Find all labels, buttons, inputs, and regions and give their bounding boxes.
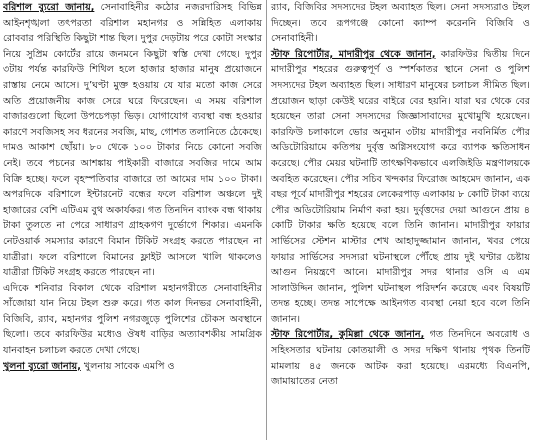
left-column xyxy=(3,0,266,440)
dateline-khulna: খুলনা ব্যুরো জানায়, xyxy=(3,360,81,372)
article-paragraph xyxy=(3,0,262,281)
article-paragraph xyxy=(271,327,530,389)
paragraph-body: খুলনায় সাবেক এমপি ও xyxy=(80,360,175,372)
right-column xyxy=(267,0,530,440)
paragraph-body: এদিকে শনিবার বিকাল থেকে বরিশাল মহানগরীতে সেনাবাহিনীর সাঁজোয়া যান নিয়ে টহল শুরু করে। গত কাল দিনভর সেনাবাহিনী, বিজিবি, র‌্যাব, মহানগর পুলিশ নগরজুড়ে পুলিশের চৌকস অবস্থানে ছিলো। তবে কারফিউর মধ্যেও ঔষধ বাড়ির অত্যাবশকীয় সামগ্রিক যানবাহন চলাচল করতে দেখা গেছে। xyxy=(3,282,262,357)
paragraph-body: সেনাবাহিনীর কঠোর নজরদারিসহ বিভিন্ন আইনশৃঙ্খলা তৎপরতা বরিশাল মহানগর ও সন্নিহিত এলাকায় রোববার পরিস্থিতি কিছুটা শান্ত ছিল। দুপুর দেড়টায় পরে কোটা সংস্কার নিয়ে সুপ্রিম কোর্টের রায়ে জনমনে কিছুটা স্বস্তি দেখা গেছে। দুপুর ৩টায় পর্যন্ত কারফিউ শিথিল হলে হাজার হাজার মানুষ প্রয়োজনে রাস্তায় নেমে আসে। দু’ঘণ্টা মুক্ত হওয়ায় যে যার মতো কাজ সেরে অতি প্রয়োজনীয় কাজ সেরে ঘরে ফিরেছেন। এ সময় বরিশাল বাজারগুলো ছিলো উপচেপড়া ভিড়। যোগাযোগ ব্যবস্থা বন্ধ হওয়ার কারণে সবজিসহ সব ধরনের সবজি, মাছ, গোশত তলানিতে ঠেকেছে। দামও আকাশ ছোঁয়া। ৮০ থেকে ১০০ টাকার নিচে কোনো সবজি নেই। তবে পচনের আশঙ্কায় পাইকারী বাজারে সবজির দামে আম বিক্রি হচ্ছে। ফলে বৃহস্পতিবার বাজারে তা আমের দাম ১০০ টাকা। অপরদিকে বরিশালে ইন্টারনেট বন্ধের ফলে বরিশাল অঞ্চলে দুই হাজারের বেশি এটিএম বুথ অকার্যকর। গত তিনদিন ব্যাংক বন্ধ থাকায় টাকা তুলতে না পেরে সাধারণ গ্রাহকগণ দুর্ভোগে শিকার। এমনকি নেটওয়ার্ক সমস্যার কারণে বিমান টিকিট সংগ্রহ করতে পারছেন না যাত্রীরা। ফলে বরিশালে বিমানের ফ্লাইট আসলে খালি থাকলেও যাত্রীরা টিকিট সংগ্রহ করতে পারছেন না। xyxy=(3,2,263,279)
article-paragraph xyxy=(3,281,262,359)
article-paragraph xyxy=(3,359,262,375)
dateline-madaripur: স্টাফ রিপোর্টার, মাদারীপুর থেকে জানান, xyxy=(271,48,436,60)
dateline-barishal: বরিশাল ব্যুরো জানায়, xyxy=(3,2,95,13)
article-paragraph xyxy=(271,0,530,47)
article-paragraph xyxy=(271,47,530,328)
paragraph-body: র‌্যাব, বিজিবির সদস্যদের টহল অব্যাহত ছিল। সেনা সদস্যরাও টহল দিচ্ছেন। তবে রূপগঞ্জে কোনো ক্যাম্প করেননি বিজিবি ও সেনাবাহিনী। xyxy=(271,2,530,45)
paragraph-body: কারফিউর দ্বিতীয় দিনে মাদারীপুর শহরের গুরুত্বপূর্ণ ও স্পর্শকাতর স্থানে সেনা ও পুলিশ সদস্যদের টহল অব্যাহত ছিল। সাধারণ মানুষের চলাচল সীমিত ছিল। প্রয়োজন ছাড়া কেউই ঘরের বাইরে বের হয়নি। যারা ঘর থেকে বের হয়েছেন তারা সেনা সদস্যদের জিজ্ঞাসাবাদের মুখোমুখি হয়েছেন। কারফিউ চলাকালে ভোর অনুমান ৩টায় মাদারীপুর নবনির্মিত পৌর অডিটোরিয়ামে কতিপয় দুর্বৃত্ত অগ্নিসংযোগ করে ব্যাপক ক্ষতিসাধন করেছে। পৌর মেয়র ঘটনাটি তাৎক্ষণিকভাবে এলজিইডি মন্ত্রণালয়কে অবহিত করেছেন। পৌর সচিব খন্দকার ফিরোজ আহমেদ জানান, এক বছর পূর্বে মাদারীপুর শহরের লেকেরপাড় এলাকায় ৮ কোটি টাকা ব্যয়ে পৌর অডিটোরিয়াম নির্মাণ করা হয়। দুর্বৃত্তদের দেয়া আগুনে প্রায় ৪ কোটি টাকার ক্ষতি হয়েছে বলে তিনি জানান। মাদারীপুর ফায়ার সার্ভিসের স্টেশন মাস্টার শেখ আহাদুজ্জামান জানান, খবর পেয়ে ফায়ার সার্ভিসের সদস্যরা ঘটনাস্থলে পৌঁছে প্রায় দুই ঘণ্টার চেষ্টায় আগুন নিয়ন্ত্রণে আনে। মাদারীপুর সদর থানার ওসি এ এম সালাউদ্দিন জানান, পুলিশ ঘটনাস্থল পরিদর্শন করেছে এবং বিষয়টি তদন্ত হচ্ছে। তদন্ত সাপেক্ষে আইনগত ব্যবস্থা নেয়া হবে বলে তিনি জানান। xyxy=(271,48,530,325)
dateline-cumilla: স্টাফ রিপোর্টার, কুমিল্লা থেকে জানান, xyxy=(271,329,425,341)
paragraph-body: গত তিনদিনে অবরোধ ও সহিংসতার ঘটনায় কোতয়ালী ও সদর দক্ষিণ থানায় পৃথক তিনটি মামলায় ৪৫ জনকে আটক করা হয়েছে। এরমধ্যে বিএনপি, জামায়াতের নেতা xyxy=(271,329,530,388)
